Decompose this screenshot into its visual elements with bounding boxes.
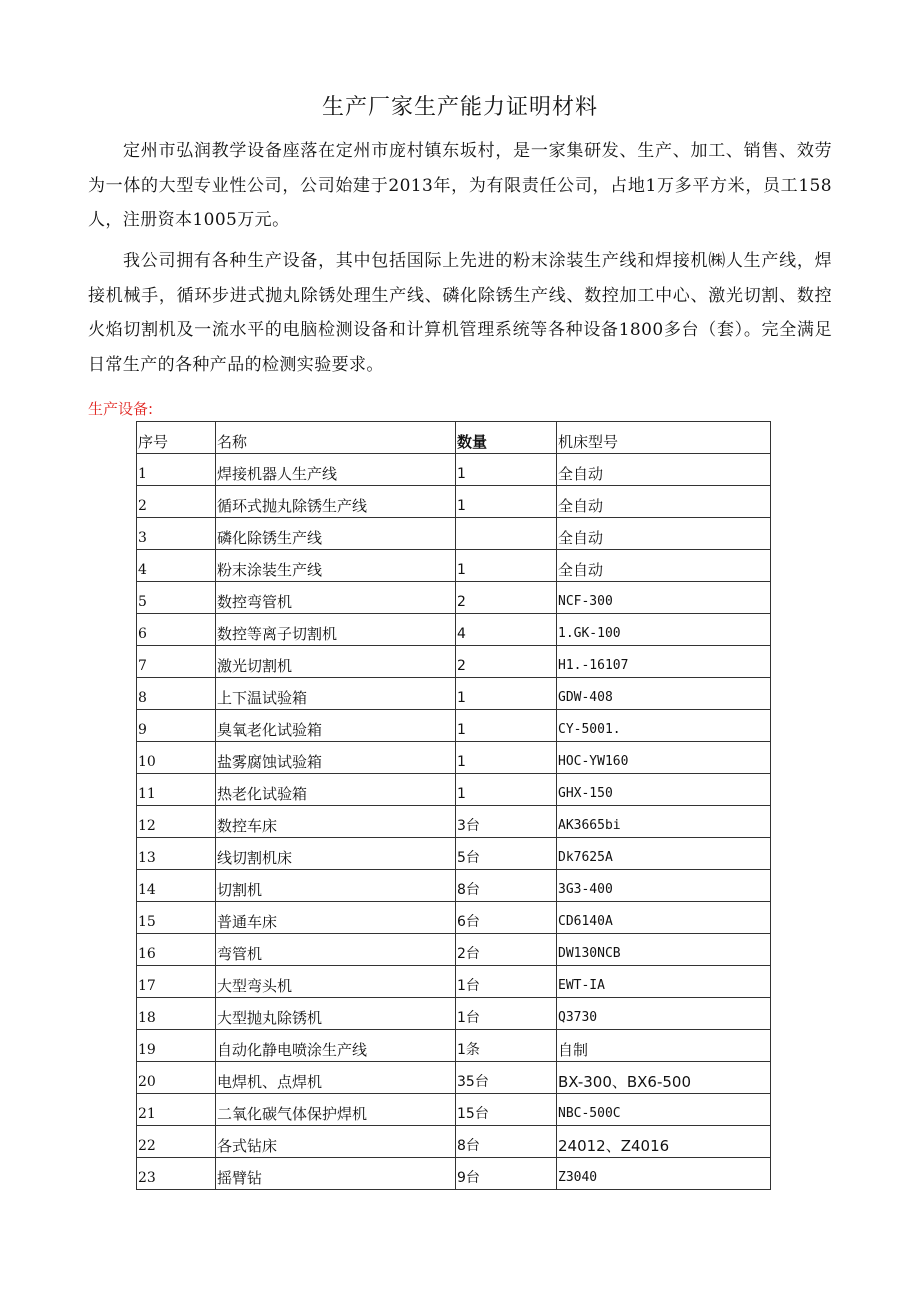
cell-name: 普通车床 bbox=[216, 902, 456, 934]
cell-model: EWT-IA bbox=[557, 966, 771, 998]
cell-name: 热老化试验箱 bbox=[216, 774, 456, 806]
table-row bbox=[137, 1158, 771, 1190]
cell-name: 磷化除锈生产线 bbox=[216, 518, 456, 550]
table-row bbox=[137, 454, 771, 486]
cell-seq: 1 bbox=[137, 454, 216, 486]
cell-name: 激光切割机 bbox=[216, 646, 456, 678]
cell-seq: 6 bbox=[137, 614, 216, 646]
cell-name: 数控车床 bbox=[216, 806, 456, 838]
cell-quantity: 9台 bbox=[456, 1158, 557, 1190]
table-row bbox=[137, 614, 771, 646]
table-row bbox=[137, 646, 771, 678]
cell-model: DW130NCB bbox=[557, 934, 771, 966]
cell-model: CD6140A bbox=[557, 902, 771, 934]
cell-seq: 4 bbox=[137, 550, 216, 582]
cell-quantity: 5台 bbox=[456, 838, 557, 870]
table-row bbox=[137, 1126, 771, 1158]
cell-model: 3G3-400 bbox=[557, 870, 771, 902]
cell-quantity bbox=[456, 518, 557, 550]
cell-seq: 18 bbox=[137, 998, 216, 1030]
cell-model: GHX-150 bbox=[557, 774, 771, 806]
cell-quantity: 1 bbox=[456, 678, 557, 710]
document-title: 生产厂家生产能力证明材料 bbox=[321, 95, 598, 120]
cell-seq: 2 bbox=[137, 486, 216, 518]
table-row bbox=[137, 1094, 771, 1126]
cell-model: 全自动 bbox=[557, 454, 771, 486]
table-row bbox=[137, 998, 771, 1030]
cell-name: 焊接机器人生产线 bbox=[216, 454, 456, 486]
cell-model: 全自动 bbox=[557, 518, 771, 550]
cell-model: 1.GK-100 bbox=[557, 614, 771, 646]
cell-quantity: 6台 bbox=[456, 902, 557, 934]
cell-name: 弯管机 bbox=[216, 934, 456, 966]
table-row bbox=[137, 710, 771, 742]
cell-quantity: 1 bbox=[456, 742, 557, 774]
equipment-table bbox=[136, 421, 771, 1190]
cell-seq: 7 bbox=[137, 646, 216, 678]
cell-seq: 22 bbox=[137, 1126, 216, 1158]
cell-name: 臭氧老化试验箱 bbox=[216, 710, 456, 742]
table-row bbox=[137, 902, 771, 934]
cell-quantity: 35台 bbox=[456, 1062, 557, 1094]
cell-model: AK3665bi bbox=[557, 806, 771, 838]
equipment-intro-paragraph: 我公司拥有各种生产设备，其中包括国际上先进的粉末涂装生产线和焊接机㈱人生产线，焊接机械手，循环步进式抛丸除锈处理生产线、磷化除锈生产线、数控加工中心、激光切割、数控火焰切割机及一流水平的电脑检测设备和计算机管理系统等各种设备1800多台（套）。完全满足日常生产的各种产品的检测实验要求。 bbox=[88, 251, 832, 375]
cell-seq: 5 bbox=[137, 582, 216, 614]
cell-model: BX-300、BX6-500 bbox=[557, 1062, 771, 1094]
cell-seq: 23 bbox=[137, 1158, 216, 1190]
cell-seq: 12 bbox=[137, 806, 216, 838]
cell-seq: 11 bbox=[137, 774, 216, 806]
table-row bbox=[137, 870, 771, 902]
cell-model: NCF-300 bbox=[557, 582, 771, 614]
cell-name: 各式钻床 bbox=[216, 1126, 456, 1158]
cell-seq: 9 bbox=[137, 710, 216, 742]
table-row bbox=[137, 1062, 771, 1094]
cell-quantity: 1条 bbox=[456, 1030, 557, 1062]
table-header-row bbox=[137, 422, 771, 454]
table-row bbox=[137, 518, 771, 550]
cell-model: Dk7625A bbox=[557, 838, 771, 870]
cell-model: CY-5001. bbox=[557, 710, 771, 742]
cell-model: H1.-16107 bbox=[557, 646, 771, 678]
cell-model: 24012、Z4016 bbox=[557, 1126, 771, 1158]
table-row bbox=[137, 774, 771, 806]
table-row bbox=[137, 934, 771, 966]
cell-quantity: 15台 bbox=[456, 1094, 557, 1126]
cell-name: 循环式抛丸除锈生产线 bbox=[216, 486, 456, 518]
cell-quantity: 2 bbox=[456, 646, 557, 678]
cell-quantity: 1 bbox=[456, 550, 557, 582]
cell-name: 上下温试验箱 bbox=[216, 678, 456, 710]
cell-model: NBC-500C bbox=[557, 1094, 771, 1126]
cell-model: HOC-YW160 bbox=[557, 742, 771, 774]
cell-quantity: 1 bbox=[456, 710, 557, 742]
cell-seq: 3 bbox=[137, 518, 216, 550]
cell-quantity: 4 bbox=[456, 614, 557, 646]
cell-seq: 21 bbox=[137, 1094, 216, 1126]
cell-quantity: 1 bbox=[456, 454, 557, 486]
header-model: 机床型号 bbox=[557, 422, 771, 454]
table-row bbox=[137, 582, 771, 614]
cell-seq: 16 bbox=[137, 934, 216, 966]
cell-name: 二氧化碳气体保护焊机 bbox=[216, 1094, 456, 1126]
cell-quantity: 2 bbox=[456, 582, 557, 614]
cell-quantity: 2台 bbox=[456, 934, 557, 966]
cell-quantity: 1台 bbox=[456, 966, 557, 998]
cell-name: 摇臂钻 bbox=[216, 1158, 456, 1190]
cell-seq: 19 bbox=[137, 1030, 216, 1062]
equipment-table-body bbox=[137, 454, 771, 1190]
cell-name: 自动化静电喷涂生产线 bbox=[216, 1030, 456, 1062]
cell-model: Q3730 bbox=[557, 998, 771, 1030]
cell-name: 粉末涂装生产线 bbox=[216, 550, 456, 582]
section-label-production-equipment: 生产设备: bbox=[88, 400, 154, 418]
cell-seq: 17 bbox=[137, 966, 216, 998]
header-seq: 序号 bbox=[137, 422, 216, 454]
table-row bbox=[137, 678, 771, 710]
cell-quantity: 1 bbox=[456, 486, 557, 518]
cell-model: 自制 bbox=[557, 1030, 771, 1062]
header-quantity: 数量 bbox=[456, 422, 557, 454]
cell-seq: 8 bbox=[137, 678, 216, 710]
company-intro-paragraph: 定州市弘润教学设备座落在定州市庞村镇东坂村，是一家集研发、生产、加工、销售、效劳为一体的大型专业性公司，公司始建于2013年，为有限责任公司，占地1万多平方米，员工158人，注册资本1005万元。 bbox=[88, 141, 832, 230]
header-name: 名称 bbox=[216, 422, 456, 454]
cell-quantity: 3台 bbox=[456, 806, 557, 838]
cell-quantity: 8台 bbox=[456, 870, 557, 902]
cell-name: 大型抛丸除锈机 bbox=[216, 998, 456, 1030]
table-row bbox=[137, 486, 771, 518]
cell-name: 电焊机、点焊机 bbox=[216, 1062, 456, 1094]
cell-name: 盐雾腐蚀试验箱 bbox=[216, 742, 456, 774]
table-row bbox=[137, 550, 771, 582]
cell-model: 全自动 bbox=[557, 550, 771, 582]
cell-model: GDW-408 bbox=[557, 678, 771, 710]
cell-seq: 20 bbox=[137, 1062, 216, 1094]
cell-name: 线切割机床 bbox=[216, 838, 456, 870]
cell-quantity: 1 bbox=[456, 774, 557, 806]
cell-name: 数控等离子切割机 bbox=[216, 614, 456, 646]
cell-seq: 13 bbox=[137, 838, 216, 870]
table-row bbox=[137, 838, 771, 870]
cell-quantity: 1台 bbox=[456, 998, 557, 1030]
cell-name: 切割机 bbox=[216, 870, 456, 902]
cell-model: Z3040 bbox=[557, 1158, 771, 1190]
table-row bbox=[137, 806, 771, 838]
table-row bbox=[137, 1030, 771, 1062]
cell-name: 大型弯头机 bbox=[216, 966, 456, 998]
cell-name: 数控弯管机 bbox=[216, 582, 456, 614]
cell-seq: 14 bbox=[137, 870, 216, 902]
table-row bbox=[137, 742, 771, 774]
cell-seq: 15 bbox=[137, 902, 216, 934]
table-row bbox=[137, 966, 771, 998]
cell-model: 全自动 bbox=[557, 486, 771, 518]
cell-quantity: 8台 bbox=[456, 1126, 557, 1158]
cell-seq: 10 bbox=[137, 742, 216, 774]
